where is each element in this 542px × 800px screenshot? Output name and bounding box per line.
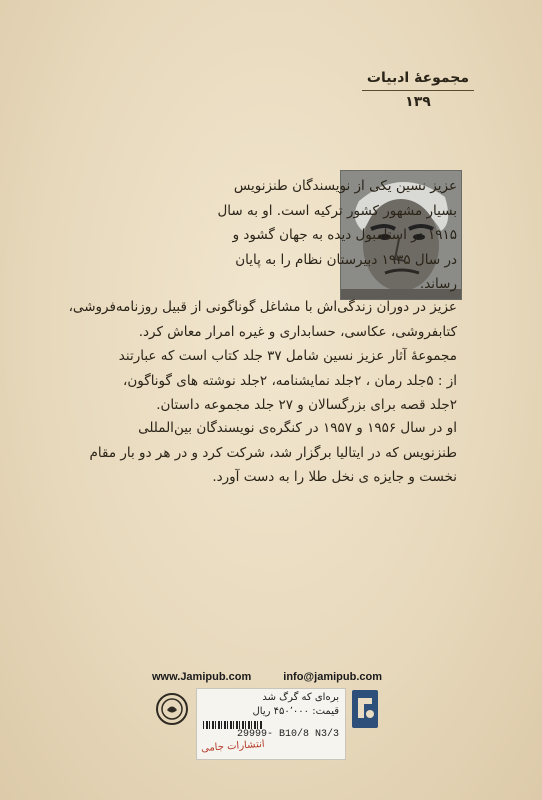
award-line: نخست و جایزه ی نخل طلا را به دست آورد. — [212, 469, 457, 485]
series-label — [358, 70, 478, 110]
series-divider — [362, 90, 474, 91]
award-paragraph — [67, 416, 457, 490]
publisher-email[interactable]: info@jamipub.com — [283, 671, 382, 683]
works-paragraph — [67, 344, 457, 418]
publisher-round-logo-icon — [156, 693, 188, 725]
sticker-code: 29999- B10/8 N3/3 — [236, 729, 339, 740]
sticker-title: بره‌ای که گرگ شد — [262, 692, 339, 703]
award-line: طنزنویس که در ایتالیا برگزار شد، شرکت کرد و در هر دو بار مقام — [89, 444, 457, 461]
series-title: مجموعهٔ ادبیات — [366, 70, 470, 86]
career-line: عزیز در دوران زندگی‌اش با مشاغل گوناگونی از قبیل روزنامه‌فروشی، — [68, 299, 457, 315]
price-sticker — [196, 688, 346, 760]
works-line: ۲جلد قصه برای بزرگسالان و ۲۷ جلد مجموعه داستان. — [156, 397, 457, 413]
works-line: از : ۵جلد رمان ، ۲جلد نمایشنامه، ۲جلد نوشته های گوناگون، — [123, 372, 457, 389]
author-intro — [127, 174, 457, 297]
series-number: ۱۳۹ — [405, 94, 431, 110]
bio-line: عزیز نسین یکی از نویسندگان طنزنویس — [233, 178, 457, 194]
sticker-price: قیمت: ۴۵۰٬۰۰۰ ریال — [252, 706, 339, 717]
bio-line: بسیار مشهور کشور ترکیه است. او به سال — [217, 202, 457, 219]
bio-line: رساند. — [419, 276, 457, 292]
works-line: مجموعهٔ آثار عزیز نسین شامل ۳۷ جلد کتاب است که عبارتند — [118, 348, 457, 364]
bio-line: ۱۹۱۵ در استامبول دیده به جهان گشود و — [232, 227, 457, 243]
publisher-logo-icon — [350, 688, 380, 730]
career-paragraph — [67, 295, 457, 344]
sticker-handwriting: انتشارات جامی — [200, 738, 265, 755]
publisher-contacts — [152, 671, 382, 687]
award-line: او در سال ۱۹۵۶ و ۱۹۵۷ در کنگره‌ی نویسندگان بین‌المللی — [138, 420, 457, 436]
publisher-website[interactable]: www.Jamipub.com — [152, 671, 252, 683]
career-line: کتابفروشی، عکاسی، حسابداری و غیره امرار معاش کرد. — [138, 323, 457, 340]
barcode-icon — [203, 721, 263, 729]
bio-line: در سال ۱۹۳۵ دبیرستان نظام را به پایان — [235, 251, 457, 268]
